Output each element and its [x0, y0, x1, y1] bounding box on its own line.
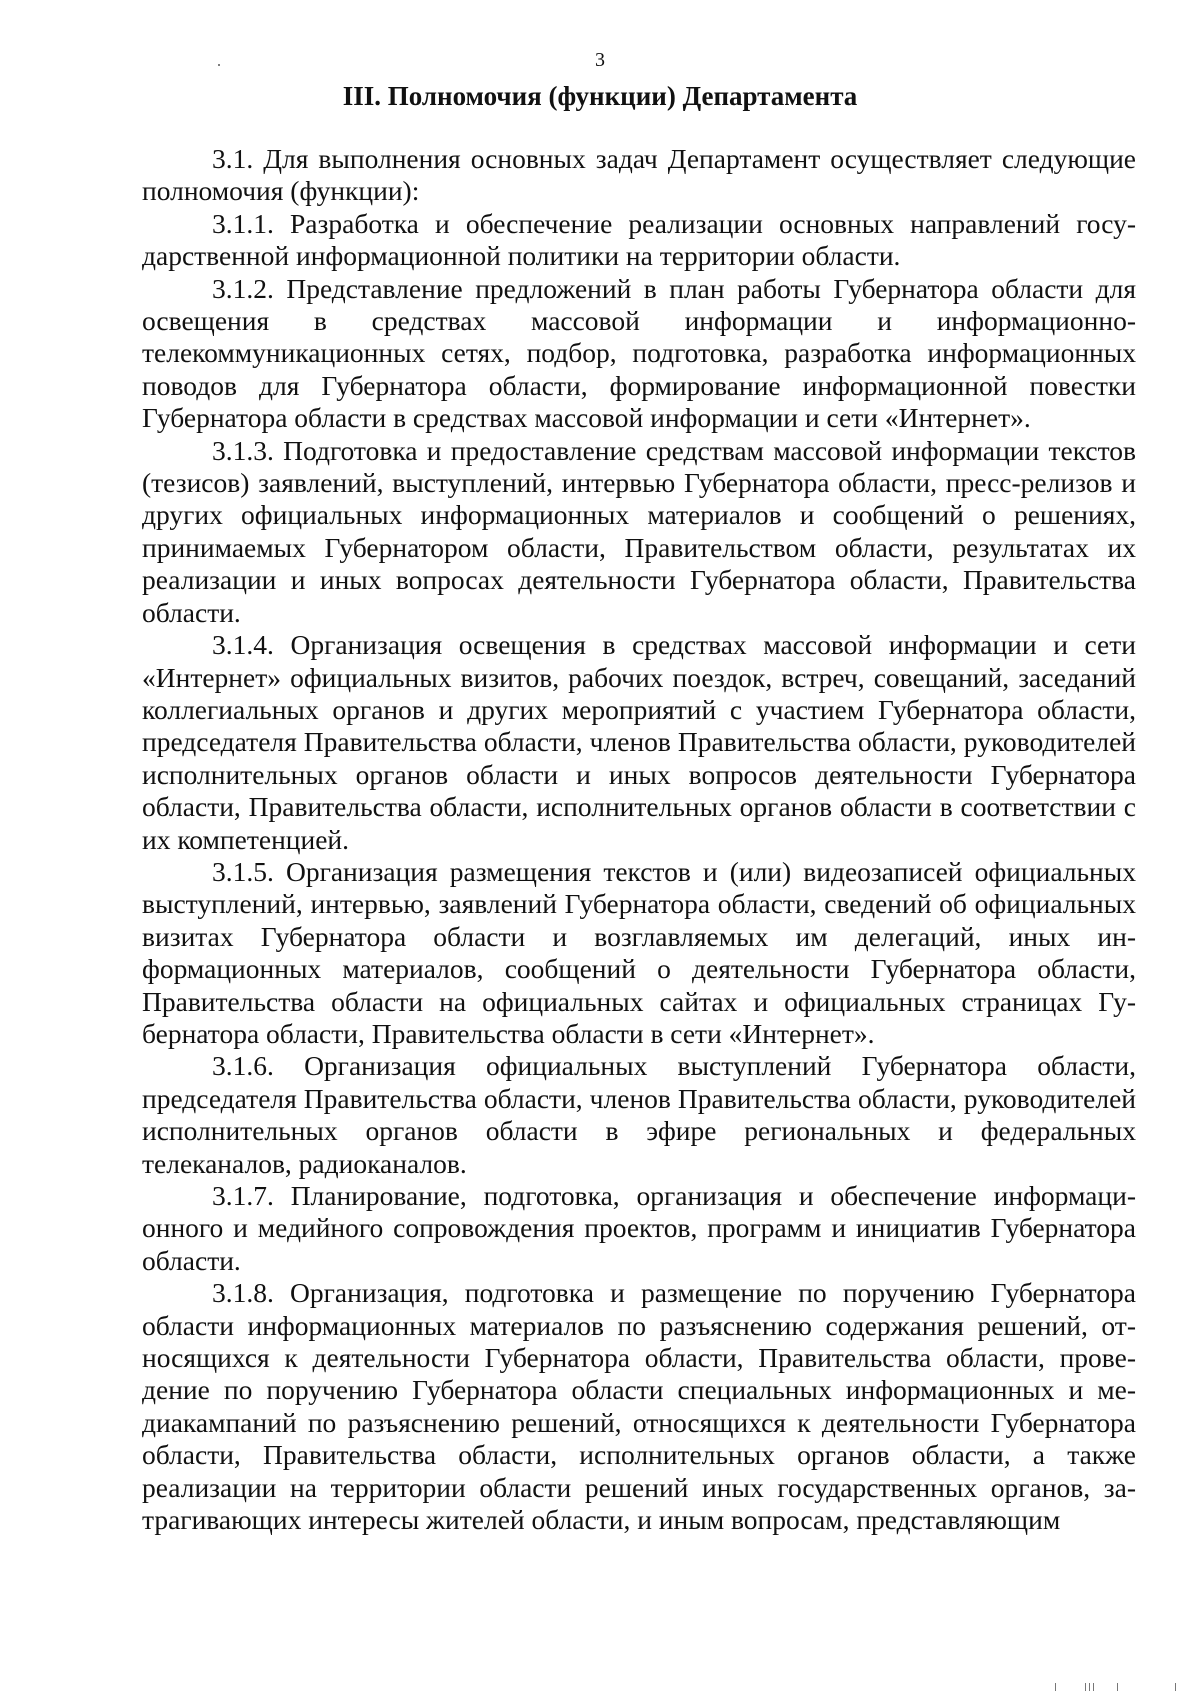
section-title: III. Полномочия (функции) Департамента	[342, 81, 858, 111]
paragraph-3-1-3: 3.1.3. Подготовка и предоставление средствам массовой информации текстов (тезисов) заявлений, выступлений, интервью Губернатора области, пресс-релизов и других официальных информационных материалов и сообщений о решениях, принимаемых Губернатором области, Правительством области, результатах их реализации и иных вопросах деятельности Губернатора области, Правительства области.	[142, 434, 1136, 628]
paragraph-3-1-6: 3.1.6. Организация официальных выступлений Губернатора области, председателя Правительства области, членов Правительства области, руководителей исполнительных органов области в эфире региональных и федеральных телеканалов, радиоканалов.	[142, 1050, 1136, 1179]
paragraph-3-1-8: 3.1.8. Организация, подготовка и размещение по поручению Губернатора области информационных материалов по разъяснению содержания решений, относящихся к деятельности Губернатора области, Правительства области, проведение по поручению Губернатора области специальных информационных и медиакампаний по разъяснению решений, относящихся к деятельности Губернатора области, Правительства области, исполнительных органов области, а также реализации на территории области решений иных государственных органов, затрагивающих интересы жителей области, и иным вопросам, представляющим	[142, 1277, 1136, 1536]
paragraph-3-1-1: 3.1.1. Разработка и обеспечение реализации основных направлений государственной информационной политики на территории области.	[142, 207, 1136, 272]
scan-speck	[218, 64, 220, 66]
page-number: 3	[595, 49, 605, 71]
document-body	[142, 143, 1136, 1536]
scan-edge-marks	[1055, 1675, 1185, 1691]
paragraph-3-1-4: 3.1.4. Организация освещения в средствах массовой информации и сети «Интернет» официальных визитов, рабочих поездок, встреч, совещаний, заседаний коллегиальных органов и других мероприятий с участием Губернатора области, председателя Правительства области, членов Правительства области, руководителей исполнительных органов области и иных вопросов деятельности Губернатора области, Правительства области, исполнительных органов области в соответствии с их компетенцией.	[142, 629, 1136, 855]
paragraph-3-1: 3.1. Для выполнения основных задач Департамент осуществляет следующие полномочия (функции):	[142, 143, 1136, 207]
paragraph-3-1-2: 3.1.2. Представление предложений в план работы Губернатора области для освещения в средствах массовой информации и информационно-телекоммуникационных сетях, подбор, подготовка, разработка информационных поводов для Губернатора области, формирование информационной повестки Губернатора области в средствах массовой информации и сети «Интернет».	[142, 272, 1136, 434]
paragraph-3-1-7: 3.1.7. Планирование, подготовка, организация и обеспечение информационного и медийного сопровождения проектов, программ и инициатив Губернатора области.	[142, 1180, 1136, 1276]
paragraph-3-1-5: 3.1.5. Организация размещения текстов и (или) видеозаписей официальных выступлений, интервью, заявлений Губернатора области, сведений об официальных визитах Губернатора области и возглавляемых им делегаций, иных информационных материалов, сообщений о деятельности Губернатора области, Правительства области на официальных сайтах и официальных страницах Губернатора области, Правительства области в сети «Интернет».	[142, 855, 1136, 1049]
